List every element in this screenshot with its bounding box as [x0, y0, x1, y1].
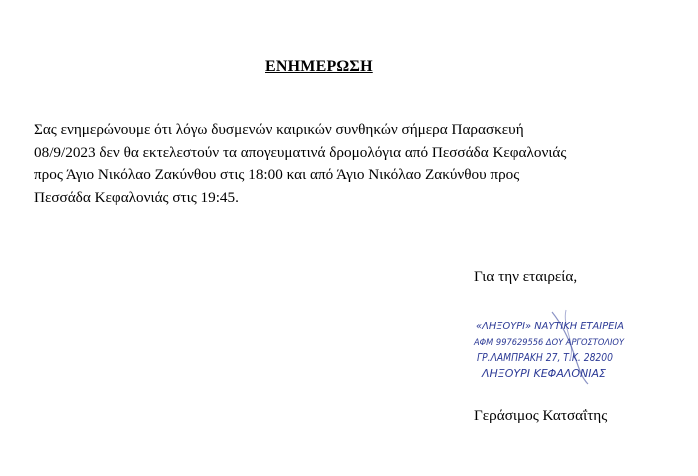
notice-heading: ΕΝΗΜΕΡΩΣΗ: [265, 58, 373, 75]
signatory-name: Γεράσιμος Κατσαΐτης: [474, 407, 608, 424]
stamp-line: ΓΡ.ΛΑΜΠΡΑΚΗ 27, Τ.Κ. 28200: [477, 352, 614, 364]
stamp-line: ΑΦΜ 997629556 ΔΟΥ ΑΡΓΟΣΤΟΛΙΟΥ: [473, 337, 626, 348]
stamp-line: «ΛΗΞΟΥΡΙ» ΝΑΥΤΙΚΗ ΕΤΑΙΡΕΙΑ: [476, 321, 624, 332]
company-stamp: [464, 308, 634, 386]
body-line: Σας ενημερώνουμε ότι λόγω δυσμενών καιρικών συνθηκών σήμερα Παρασκευή: [34, 121, 524, 138]
body-line: 08/9/2023 δεν θα εκτελεστούν τα απογευματινά δρομολόγια από Πεσσάδα Κεφαλονιάς: [34, 143, 567, 161]
body-line: Πεσσάδα Κεφαλονιάς στις 19:45.: [34, 188, 239, 206]
body-line: προς Άγιο Νικόλαο Ζακύνθου στις 18:00 και από Άγιο Νικόλαο Ζακύνθου προς: [34, 166, 520, 184]
stamp-line: ΛΗΞΟΥΡΙ ΚΕΦΑΛΟΝΙΑΣ: [480, 368, 607, 380]
notice-body: [34, 119, 654, 209]
closing-line: Για την εταιρεία,: [474, 268, 578, 285]
